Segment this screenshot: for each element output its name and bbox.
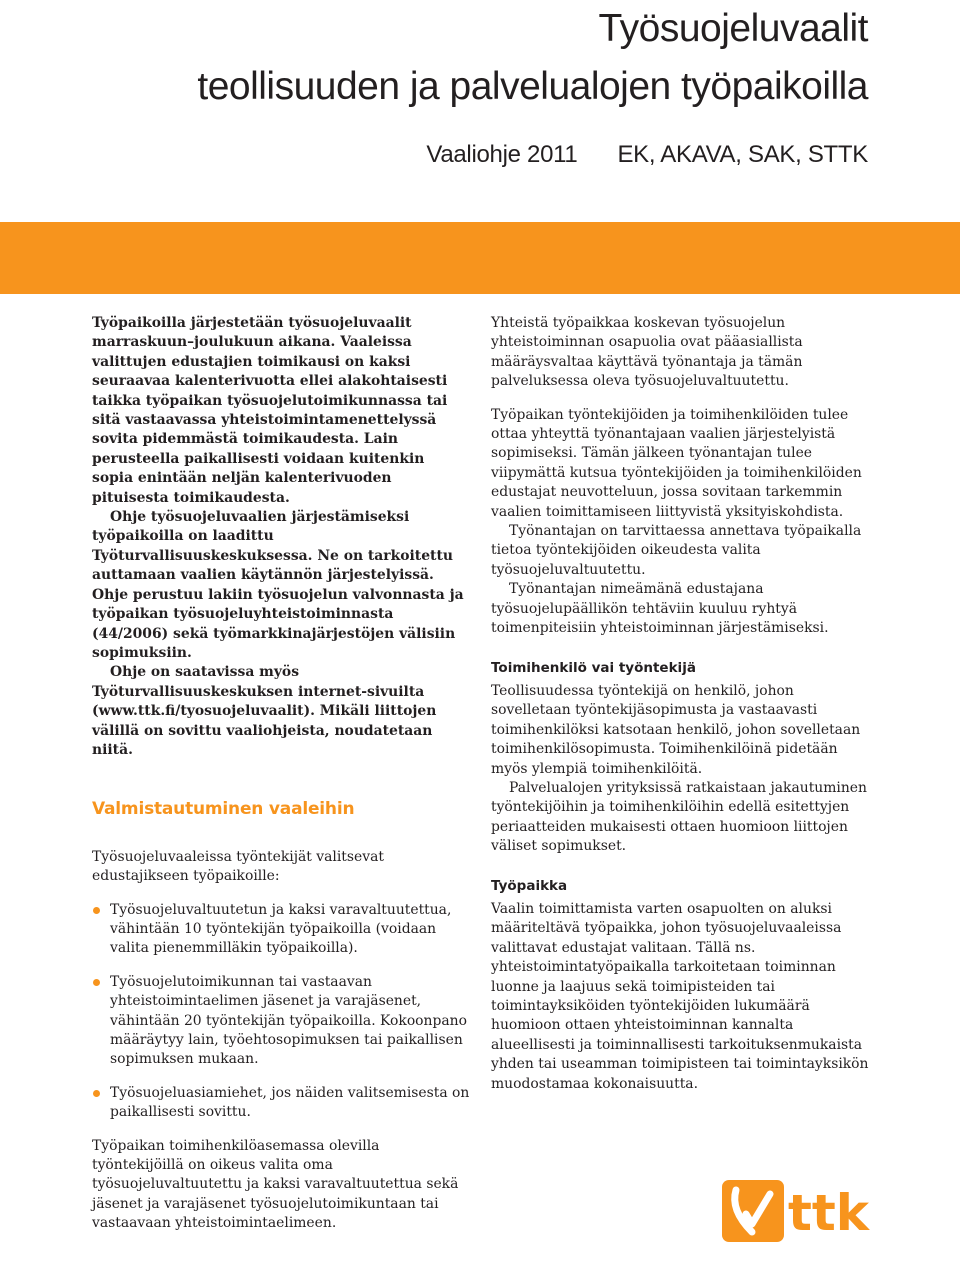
intro-block — [92, 314, 470, 760]
organizations-label: EK, AKAVA, SAK, STTK — [617, 141, 868, 168]
bullet-dot-icon — [93, 979, 100, 986]
body-paragraph: Työnantajan nimeämänä edustajana työsuojelupäällikön tehtäviin kuuluu ryhtyä toimenpiteisiin yhteistoiminnan järjestämiseksi. — [491, 581, 829, 637]
intro-paragraph: Ohje työsuojeluvaalien järjestämiseksi työpaikoilla on laadittu Työturvallisuuskeskuksessa. Ne on tarkoitettu auttamaan vaalien käytännön järjestelyissä. Ohje perustuu lakiin työsuojelun valvonnasta ja työpaikan työsuojeluyhteistoiminnasta (44/2006) sekä työmarkkinajärjestöjen välisiin sopimuksiin. — [92, 509, 464, 661]
ttk-logo-icon — [722, 1180, 784, 1242]
accent-band — [0, 222, 960, 294]
ttk-logo — [722, 1180, 874, 1242]
section-intro: Työsuojeluvaaleissa työntekijät valitsevat edustajikseen työpaikoille: — [92, 848, 384, 885]
guide-label: Vaaliohje 2011 — [426, 141, 578, 168]
subheading-employee: Toimihenkilö vai työntekijä — [491, 659, 696, 676]
logo-text: ttk — [788, 1184, 870, 1242]
intro-paragraph: Ohje on saatavissa myös Työturvallisuuskeskuksen internet-sivuilta (www.ttk.fi/tyosuojeluvaalit). Mikäli liittojen välillä on sovittu vaaliohjeista, noudatetaan niitä. — [92, 664, 437, 758]
title-line-2: teollisuuden ja palvelualojen työpaikoilla — [197, 65, 868, 108]
list-item-text: Työsuojeluasiamiehet, jos näiden valitsemisesta on paikallisesti sovittu. — [110, 1084, 470, 1121]
title-line-1: Työsuojeluvaalit — [598, 7, 868, 50]
body-paragraph: Työpaikan työntekijöiden ja toimihenkilöiden tulee ottaa yhteyttä työnantajaan vaalien järjestelyistä sopimiseksi. Tämän jälkeen työnantajan tulee viipymättä kutsua työntekijöiden ja toimihenkilöiden edustajat neuvotteluun, jossa sovitaan tarkemmin vaalien toimittamiseen liittyvistä yksityiskohdista. — [491, 406, 862, 520]
bullet-dot-icon — [93, 1090, 100, 1097]
section-heading: Valmistautuminen vaaleihin — [92, 799, 355, 820]
list-item-text: Työsuojelutoimikunnan tai vastaavan yhteistoimintaelimen jäsenet ja varajäsenet, vähintään 20 työntekijän työpaikoilla. Kokoonpano määräytyy lain, työehtosopimuksen tai paikallisen sopimuksen mukaan. — [110, 973, 467, 1068]
list-item — [92, 1084, 470, 1123]
subheading-workplace: Työpaikka — [491, 877, 568, 894]
body-paragraph: Yhteistä työpaikkaa koskevan työsuojelun yhteistoiminnan osapuolia ovat pääasiallista määräysvaltaa käyttävä työnantaja ja tämän palveluksessa oleva työsuojeluvaltuutettu. — [491, 315, 803, 390]
bullet-list — [92, 901, 470, 1123]
body-paragraph: Vaalin toimittamista varten osapuolten on aluksi määriteltävä työpaikka, johon työsuojeluvaaleissa valittavat edustajat valitaan. Tällä ns. yhteistoimintatyöpaikalla tarkoitetaan toiminnan luonne ja laajuus sekä toimipisteiden tai toimintayksiköiden työntekijöiden lukumäärä huomioon ottaen yhteistoiminnan kannalta alueellisesti ja toiminnallisesti tarkoituksenmukaista yhden tai useamman toimipisteen tai toimintayksikön muodostamaa kokonaisuutta. — [491, 900, 869, 1092]
body-paragraph: Työnantajan on tarvittaessa annettava työpaikalla tietoa työntekijöiden oikeudesta valita työsuojeluvaltuutettu. — [491, 523, 862, 578]
bullet-dot-icon — [93, 907, 100, 914]
list-item-text: Työsuojeluvaltuutetun ja kaksi varavaltuutettua, vähintään 10 työntekijän työpaikoilla (voidaan valita pienemmilläkin työpaikoilla). — [110, 901, 452, 957]
intro-paragraph: Työpaikoilla järjestetään työsuojeluvaalit marraskuun–joulukuun aikana. Vaaleissa valittujen edustajien toimikausi on kaksi seuraavaa kalenterivuotta ellei alakohtaisesti taikka työpaikan työsuojelutoimikunnassa tai sitä vastaavassa yhteistoimintamenettelyssä sovita pidemmästä toimikaudesta. Lain perusteella paikallisesti voidaan kuitenkin sopia enintään neljän kalenterivuoden pituisesta toimikaudesta. — [92, 315, 448, 506]
page-title — [197, 0, 868, 116]
body-paragraph: Teollisuudessa työntekijä on henkilö, johon sovelletaan työntekijäsopimusta ja vastaavasti toimihenkilöksi katsotaan henkilö, johon sovelletaan toimihenkilösopimusta. Toimihenkilöinä pidetään myös ylempiä toimihenkilöitä. — [491, 682, 861, 777]
closing-paragraph: Työpaikan toimihenkilöasemassa olevilla työntekijöillä on oikeus valita oma työsuojeluvaltuutettu ja kaksi varavaltuutettua sekä jäsenet ja varajäsenet työsuojelutoimikuntaan tai vastaavaan yhteistoimintaelimeen. — [92, 1137, 459, 1232]
right-column — [491, 314, 874, 1094]
left-column — [92, 314, 470, 1234]
list-item — [92, 901, 470, 959]
body-paragraph: Palvelualojen yrityksissä ratkaistaan jakautuminen työntekijöihin ja toimihenkilöihin edellä esitettyjen periaatteiden mukaisesti ottaen huomioon liittojen väliset sopimukset. — [491, 779, 867, 855]
list-item — [92, 973, 470, 1070]
subtitle — [426, 141, 868, 169]
